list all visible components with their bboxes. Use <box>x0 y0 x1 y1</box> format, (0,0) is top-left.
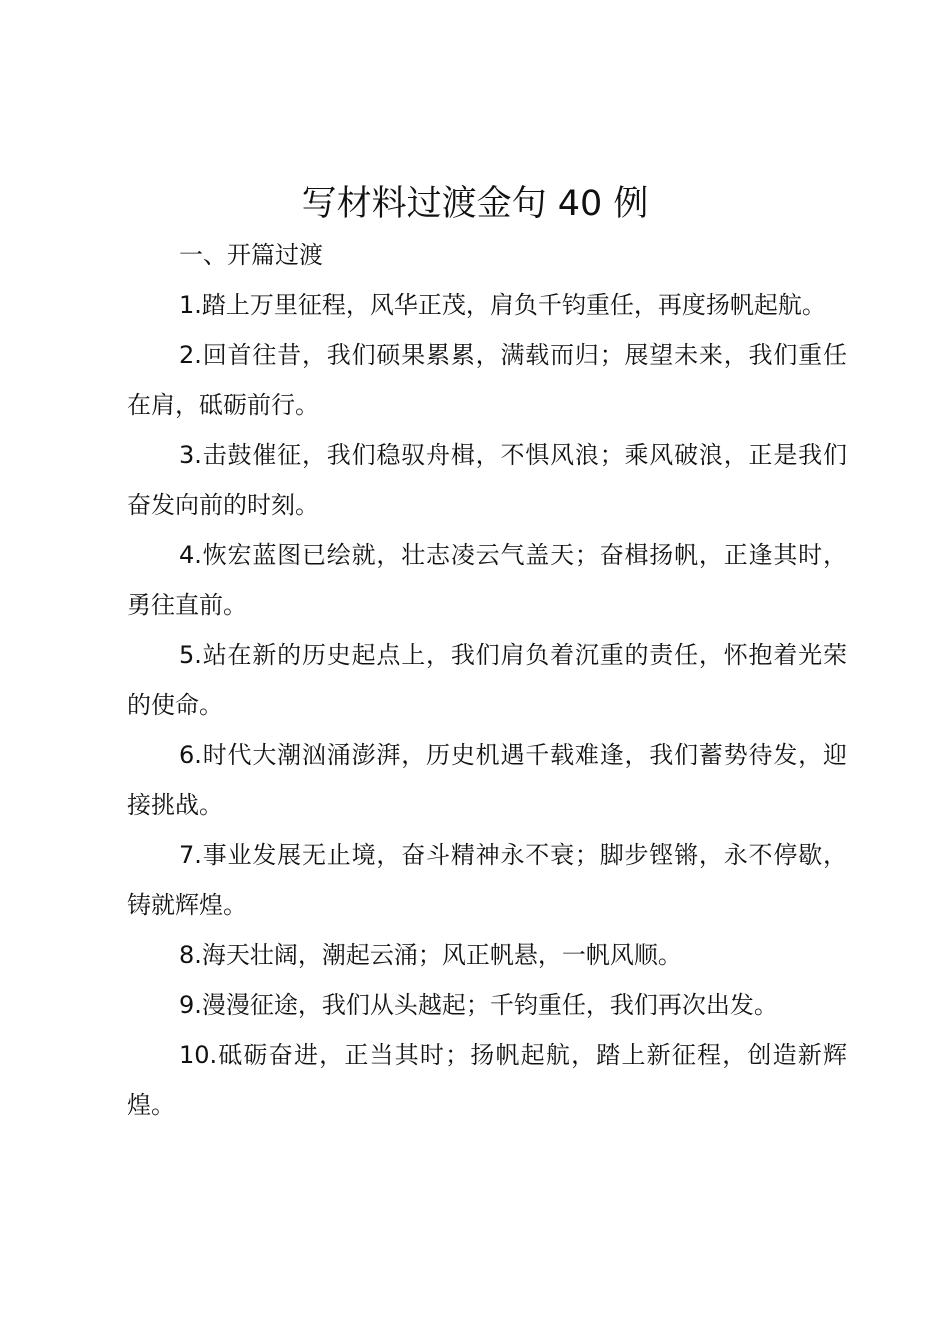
paragraph-7: 7.事业发展无止境，奋斗精神永不衰；脚步铿锵，永不停歇，铸就辉煌。 <box>127 841 847 919</box>
document-title: 写材料过渡金句 40 例 <box>301 184 649 224</box>
paragraph-1: 1.踏上万里征程，风华正茂，肩负千钧重任，再度扬帆起航。 <box>179 291 826 319</box>
paragraph-6: 6.时代大潮汹涌澎湃，历史机遇千载难逢，我们蓄势待发，迎接挑战。 <box>127 741 847 819</box>
paragraph-4: 4.恢宏蓝图已绘就，壮志凌云气盖天；奋楫扬帆，正逢其时，勇往直前。 <box>127 541 847 619</box>
section-heading: 一、开篇过渡 <box>179 241 323 269</box>
document-body <box>127 230 847 1130</box>
paragraph-3: 3.击鼓催征，我们稳驭舟楫，不惧风浪；乘风破浪，正是我们奋发向前的时刻。 <box>127 441 847 519</box>
paragraph-2: 2.回首往昔，我们硕果累累，满载而归；展望未来，我们重任在肩，砥砺前行。 <box>127 341 847 419</box>
paragraph-8: 8.海天壮阔，潮起云涌；风正帆悬，一帆风顺。 <box>179 941 682 969</box>
paragraph-10: 10.砥砺奋进，正当其时；扬帆起航，踏上新征程，创造新辉煌。 <box>127 1041 847 1119</box>
paragraph-9: 9.漫漫征途，我们从头越起；千钧重任，我们再次出发。 <box>179 991 778 1019</box>
paragraph-5: 5.站在新的历史起点上，我们肩负着沉重的责任，怀抱着光荣的使命。 <box>127 641 847 719</box>
